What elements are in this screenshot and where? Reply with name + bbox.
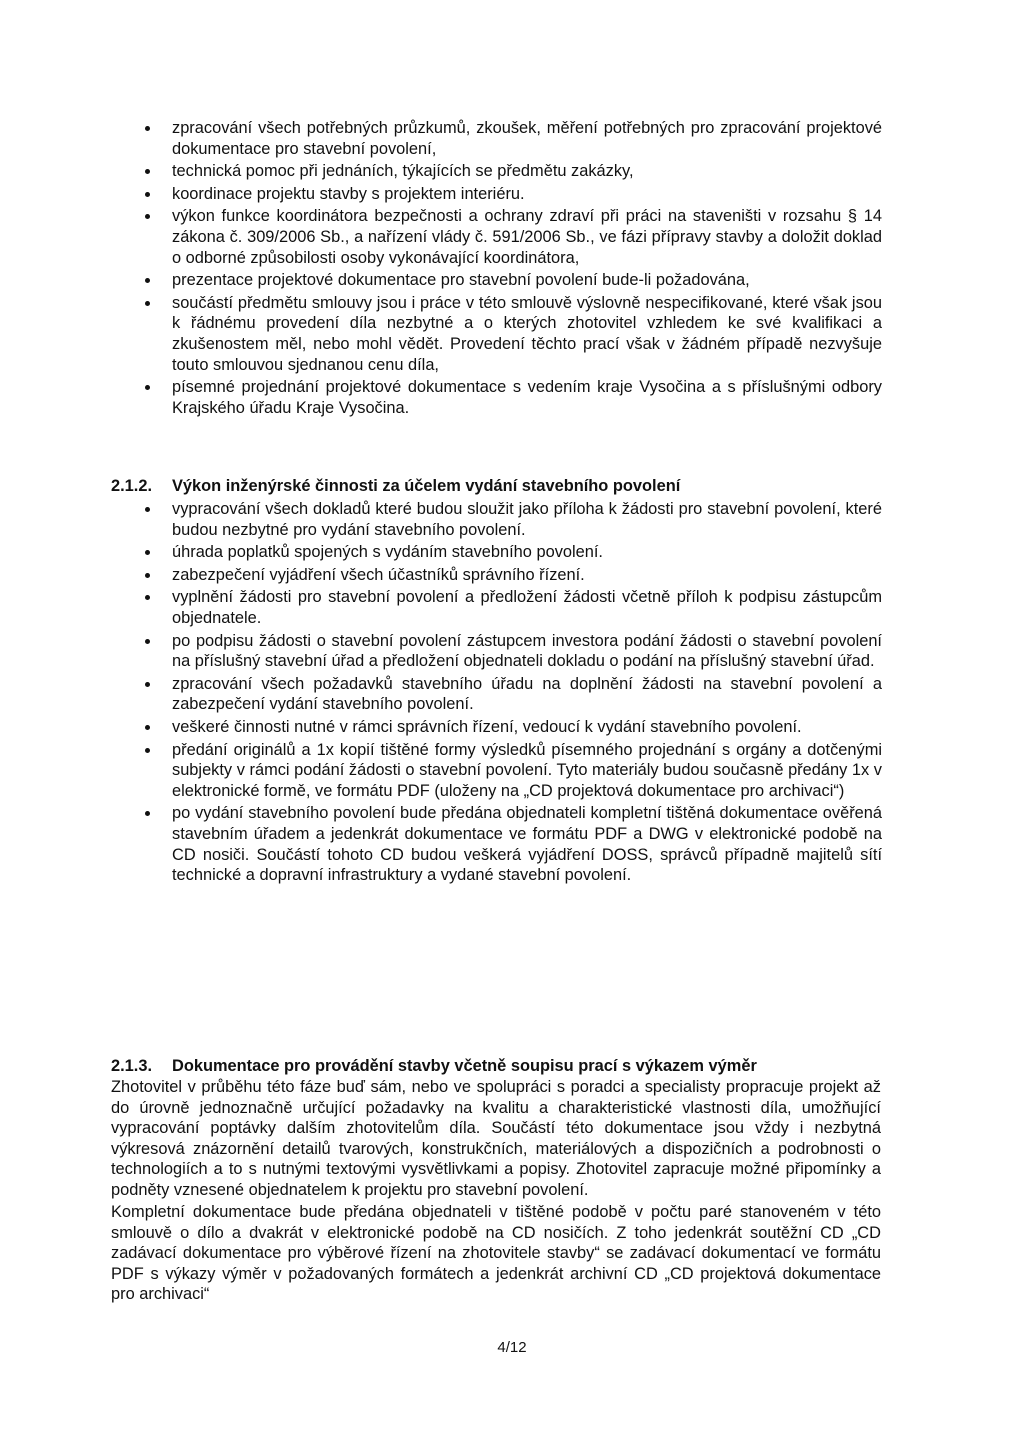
list-item: vyplnění žádosti pro stavební povolení a předložení žádosti včetně příloh k podpisu zástupcům objednatele. (140, 587, 882, 628)
list-item: součástí předmětu smlouvy jsou i práce v této smlouvě výslovně nespecifikované, které však jsou k řádnému provedení díla nezbytné a o kterých zhotovitel vzhledem ke své kvalifikaci a zkušenostem měl, nebo mohl vědět. Provedení těchto prací však v žádném případě nezvyšuje touto smlouvou sjednanou cenu díla, (140, 293, 882, 375)
list-item: po podpisu žádosti o stavební povolení zástupcem investora podání žádosti o stavební povolení na příslušný stavební úřad a předložení objednateli dokladu o podání na příslušný stavební úřad. (140, 631, 882, 672)
section-heading-2-1-3 (111, 1056, 891, 1077)
list-item: koordinace projektu stavby s projektem interiéru. (140, 184, 882, 205)
section-title: Výkon inženýrské činnosti za účelem vydání stavebního povolení (172, 477, 681, 495)
list-item: technická pomoc při jednáních, týkajících se předmětu zakázky, (140, 161, 882, 182)
page-number: 4/12 (497, 1339, 527, 1356)
section-number: 2.1.3. (111, 1057, 153, 1075)
list-item: vypracování všech dokladů které budou sloužit jako příloha k žádosti pro stavební povolení, které budou nezbytné pro vydání stavebního povolení. (140, 499, 882, 540)
list-item: úhrada poplatků spojených s vydáním stavebního povolení. (140, 542, 882, 563)
list-item: po vydání stavebního povolení bude předána objednateli kompletní tištěná dokumentace ověřená stavebním úřadem a jedenkrát dokumentace ve formátu PDF a DWG v elektronické podobě na CD nosiči. Součástí tohoto CD budou veškerá vyjádření DOSS, správců případně majitelů sítí technické a dopravní infrastruktury a vydané stavební povolení. (140, 803, 882, 885)
section-number: 2.1.2. (111, 477, 153, 495)
list-item: písemné projednání projektové dokumentace s vedením kraje Vysočina a s příslušnými odbory Krajského úřadu Kraje Vysočina. (140, 377, 882, 418)
list-item: prezentace projektové dokumentace pro stavební povolení bude-li požadována, (140, 270, 882, 291)
list-item: zpracování všech požadavků stavebního úřadu na doplnění žádosti na stavební povolení a zabezpečení vydání stavebního povolení. (140, 674, 882, 715)
list-item: zpracování všech potřebných průzkumů, zkoušek, měření potřebných pro zpracování projektové dokumentace pro stavební povolení, (140, 118, 882, 159)
list-item: veškeré činnosti nutné v rámci správních řízení, vedoucí k vydání stavebního povolení. (140, 717, 882, 738)
paragraph-delivery: Kompletní dokumentace bude předána objednateli v tištěné podobě v počtu paré stanoveném v této smlouvě o dílo a dvakrát v elektronické podobě na CD nosičích. Z toho jedenkrát soutěžní CD „CD zadávací dokumentace pro výběrové řízení na zhotovitele stavby“ se zadávací dokumentací ve formátu PDF s výkazy výměr v požadovaných formátech a jedenkrát archivní CD „CD projektová dokumentace pro archivaci“ (111, 1203, 881, 1304)
engineering-activities-list (140, 499, 882, 888)
list-item: výkon funkce koordinátora bezpečnosti a ochrany zdraví při práci na staveništi v rozsahu § 14 zákona č. 309/2006 Sb., a nařízení vlády č. 591/2006 Sb., ve fázi přípravy stavby a doložit doklad o odborné způsobilosti osoby vykonávající koordinátora, (140, 206, 882, 268)
requirements-list (140, 118, 882, 420)
section-heading-2-1-2 (111, 476, 891, 497)
list-item: předání originálů a 1x kopií tištěné formy výsledků písemného projednání s orgány a dotčenými subjekty v rámci podání žádosti o stavební povolení. Tyto materiály budou současně předány 1x v elektronické formě, ve formátu PDF (uloženy na „CD projektová dokumentace pro archivaci“) (140, 740, 882, 802)
paragraph-documentation-scope: Zhotovitel v průběhu této fáze buď sám, nebo ve spolupráci s poradci a specialisty propracuje projekt až do úrovně jednoznačně určující požadavky na kvalitu a charakteristické vlastnosti díla, umožňující vypracování poptávky dalším zhotovitelům díla. Součástí této dokumentace jsou vždy i nezbytná výkresová znázornění detailů tvarových, konstrukčních, materiálových a dispozičních a podrobnosti o technologiích a to s nutnými textovými vysvětlivkami a popisy. Zhotovitel zapracuje možné připomínky a podněty vznesené objednatelem k projektu pro stavební povolení. (111, 1078, 881, 1199)
section-title: Dokumentace pro provádění stavby včetně soupisu prací s výkazem výměr (172, 1057, 757, 1075)
list-item: zabezpečení vyjádření všech účastníků správního řízení. (140, 565, 882, 586)
